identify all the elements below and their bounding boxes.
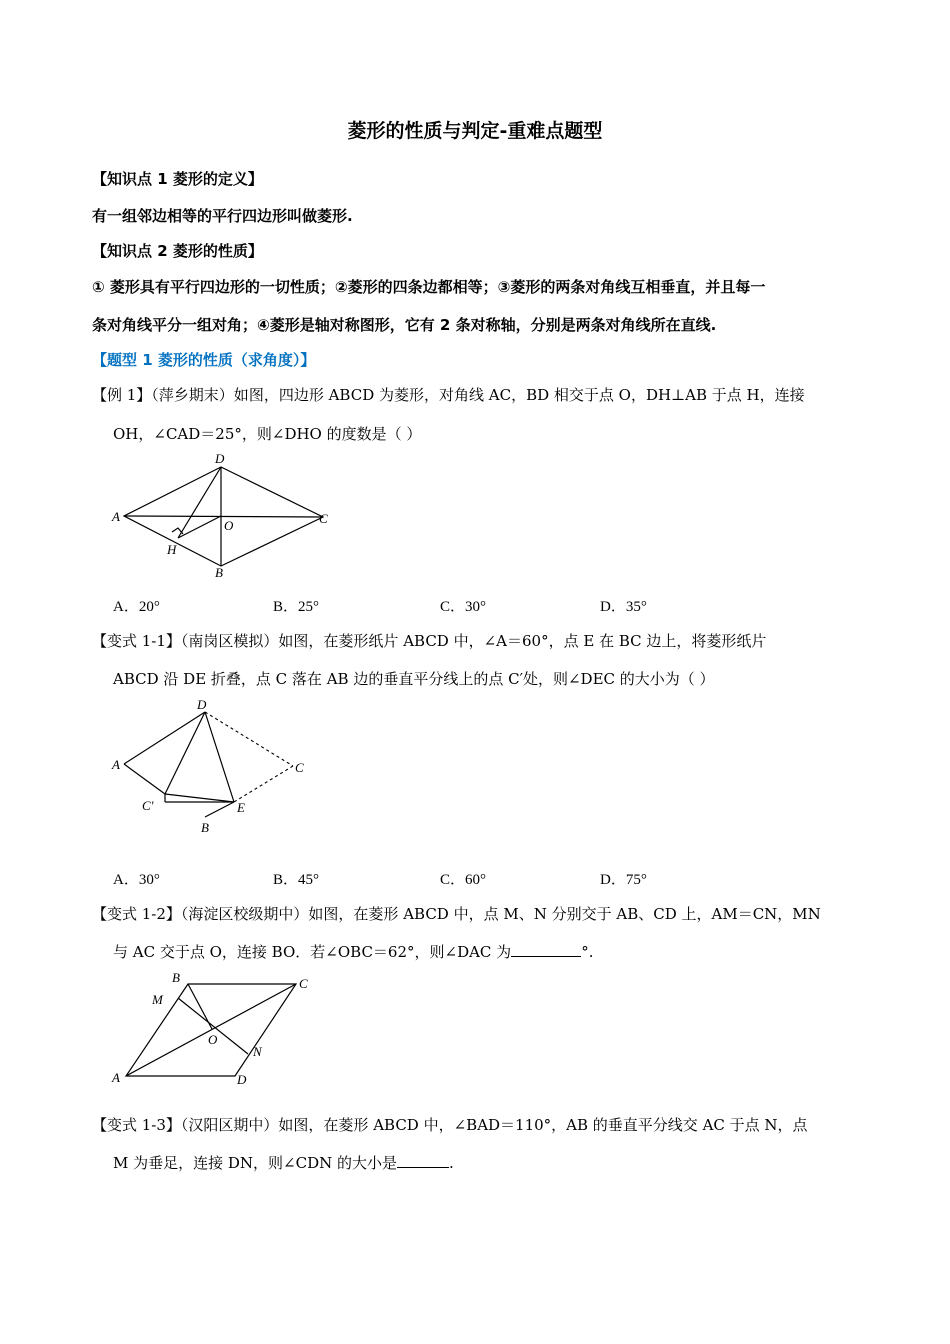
label-N: N [253, 1044, 262, 1059]
label-M: M [152, 992, 163, 1007]
variant-1-1-line-1: 【变式 1-1】（南岗区模拟）如图，在菱形纸片 ABCD 中，∠A＝60°，点 E 在 BC 边上，将菱形纸片 [92, 632, 767, 650]
variant-1-1-figure [108, 694, 318, 840]
label-O: O [224, 518, 234, 533]
label-E: E [237, 800, 245, 815]
knowledge-2-heading: 【知识点 2 菱形的性质】 [92, 242, 263, 260]
label-A: A [112, 1070, 120, 1085]
variant-1-2-line-1: 【变式 1-2】（海淀区校级期中）如图，在菱形 ABCD 中，点 M、N 分别交于 AB、CD 上，AM＝CN，MN [92, 905, 821, 923]
variant-1-1-option-a[interactable]: A．30° [113, 872, 160, 888]
answer-blank[interactable] [511, 942, 581, 957]
label-C-prime: C′ [142, 798, 154, 813]
example-1-option-a[interactable]: A．20° [113, 599, 160, 615]
example-1-option-b[interactable]: B．25° [273, 599, 320, 615]
example-1-line-1: 【例 1】（萍乡期末）如图，四边形 ABCD 为菱形，对角线 AC，BD 相交于点 O，DH⊥AB 于点 H，连接 [92, 386, 805, 404]
variant-1-1-option-c[interactable]: C．60° [440, 872, 487, 888]
page-title: 菱形的性质与判定-重难点题型 [347, 120, 603, 142]
variant-1-1-option-b[interactable]: B．45° [273, 872, 320, 888]
variant-1-3-line-2-end: . [449, 1154, 454, 1172]
label-D: D [237, 1072, 247, 1087]
variant-1-2-line-2-text: 与 AC 交于点 O，连接 BO．若∠OBC＝62°，则∠DAC 为 [113, 943, 512, 961]
label-B: B [215, 565, 223, 580]
label-C: C [319, 511, 328, 526]
label-H: H [167, 542, 177, 557]
label-C: C [295, 760, 304, 775]
type-1-heading: 【题型 1 菱形的性质（求角度）】 [92, 351, 316, 369]
variant-1-3-line-1: 【变式 1-3】（汉阳区期中）如图，在菱形 ABCD 中，∠BAD＝110°，AB 的垂直平分线交 AC 于点 N，点 [92, 1116, 808, 1134]
variant-1-1-line-2: ABCD 沿 DE 折叠，点 C 落在 AB 边的垂直平分线上的点 C′处，则∠DEC 的大小为（ ） [113, 670, 715, 688]
example-1-figure [108, 448, 338, 580]
example-1-option-d[interactable]: D．35° [600, 599, 647, 615]
label-C: C [299, 976, 308, 991]
label-D: D [197, 697, 207, 712]
variant-1-2-line-2 [113, 941, 593, 962]
label-A: A [112, 509, 120, 524]
example-1-line-2: OH，∠CAD＝25°，则∠DHO 的度数是（ ） [113, 425, 422, 443]
example-1-option-c[interactable]: C．30° [440, 599, 487, 615]
knowledge-2-line-2: 条对角线平分一组对角；④菱形是轴对称图形，它有 2 条对称轴，分别是两条对角线所在直线. [92, 316, 717, 334]
label-A: A [112, 757, 120, 772]
label-O: O [208, 1032, 218, 1047]
variant-1-3-line-2 [113, 1152, 454, 1173]
knowledge-1-heading: 【知识点 1 菱形的定义】 [92, 170, 263, 188]
variant-1-2-figure [108, 966, 328, 1090]
answer-blank[interactable] [397, 1153, 449, 1168]
knowledge-1-text: 有一组邻边相等的平行四边形叫做菱形. [92, 207, 353, 225]
label-D: D [215, 451, 225, 466]
label-B: B [201, 820, 209, 835]
label-B: B [172, 970, 180, 985]
variant-1-3-line-2-text: M 为垂足，连接 DN，则∠CDN 的大小是 [113, 1154, 398, 1172]
knowledge-2-line-1: ① 菱形具有平行四边形的一切性质；②菱形的四条边都相等；③菱形的两条对角线互相垂直，并且每一 [92, 278, 766, 296]
variant-1-2-line-2-end: °. [581, 943, 594, 961]
variant-1-1-option-d[interactable]: D．75° [600, 872, 647, 888]
